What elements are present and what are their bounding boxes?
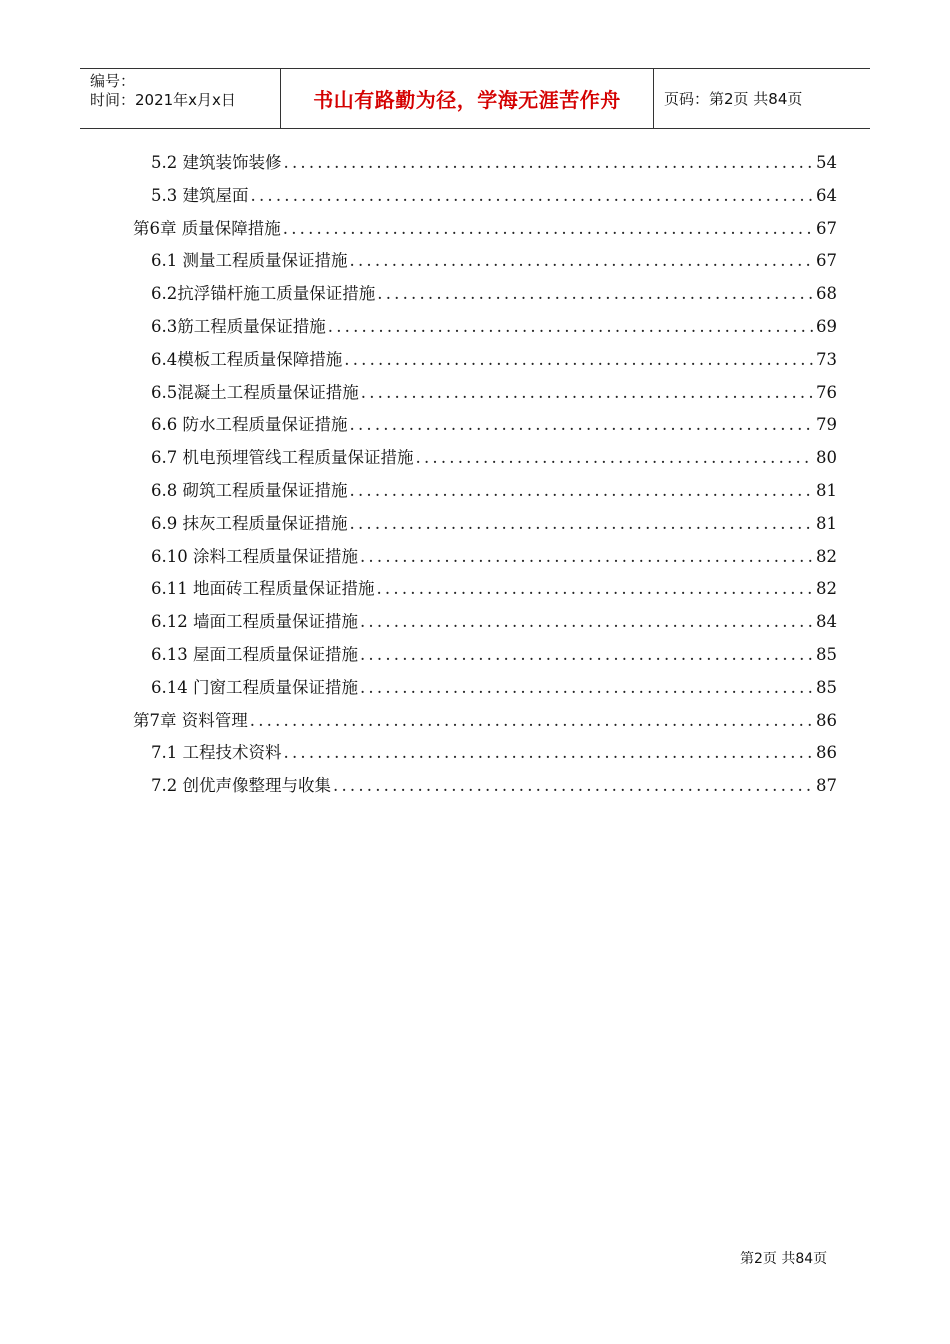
time-label: 时间：2021年x月x日 [90, 91, 236, 109]
toc-entry[interactable] [133, 445, 837, 478]
toc-entry[interactable] [133, 675, 837, 708]
toc-entry-title: 7.1 工程技术资料 [151, 743, 282, 763]
toc-entry-page: 87 [816, 776, 837, 796]
toc-entry[interactable] [133, 281, 837, 314]
toc-entry-page: 69 [816, 316, 837, 336]
toc-entry[interactable] [133, 642, 837, 675]
toc-entry-title: 6.4模板工程质量保障措施 [151, 349, 343, 369]
toc-leader-dots [377, 281, 814, 307]
toc-leader-dots [360, 642, 814, 668]
toc-leader-dots [360, 675, 814, 701]
page-header [80, 68, 870, 129]
toc-entry[interactable] [133, 773, 837, 806]
toc-leader-dots [376, 576, 814, 602]
toc-entry-title: 6.7 机电预埋管线工程质量保证措施 [151, 448, 414, 468]
toc-entry-title: 6.1 测量工程质量保证措施 [151, 251, 348, 271]
toc-entry-page: 84 [816, 612, 837, 632]
toc-entry-page: 54 [816, 153, 837, 172]
toc-entry-title: 6.11 地面砖工程质量保证措施 [151, 579, 375, 599]
toc-entry[interactable] [133, 347, 837, 380]
toc-entry-page: 73 [816, 349, 837, 369]
toc-entry[interactable] [133, 216, 837, 249]
toc-entry-page: 76 [816, 382, 837, 402]
toc-entry-title: 6.10 涂料工程质量保证措施 [151, 546, 358, 566]
toc-entry[interactable] [133, 412, 837, 445]
toc-leader-dots [361, 380, 814, 406]
header-motto: 书山有路勤为径，学海无涯苦作舟 [281, 69, 654, 128]
toc-leader-dots [251, 183, 815, 209]
toc-entry-page: 79 [816, 415, 837, 435]
toc-entry-page: 68 [816, 284, 837, 304]
toc-entry-page: 81 [816, 513, 837, 533]
toc-entry[interactable] [133, 314, 837, 347]
header-page-code: 页码：第2页 共84页 [664, 90, 803, 108]
toc-leader-dots [284, 740, 815, 766]
toc-leader-dots [328, 314, 814, 340]
toc-leader-dots [360, 609, 814, 635]
toc-entry-title: 6.5混凝土工程质量保证措施 [151, 382, 359, 402]
toc-entry-title: 6.6 防水工程质量保证措施 [151, 415, 348, 435]
table-of-contents [133, 150, 837, 806]
toc-entry[interactable] [133, 576, 837, 609]
toc-entry-page: 86 [816, 710, 837, 730]
toc-leader-dots [350, 478, 815, 504]
serial-label: 编号： [90, 72, 136, 90]
toc-entry-title: 6.8 砌筑工程质量保证措施 [151, 480, 348, 500]
toc-leader-dots [350, 511, 815, 537]
toc-entry-title: 第7章 资料管理 [133, 710, 248, 730]
toc-entry[interactable] [133, 544, 837, 577]
header-meta [80, 69, 281, 128]
toc-leader-dots [350, 248, 815, 274]
toc-entry-title: 6.3筋工程质量保证措施 [151, 316, 326, 336]
toc-entry-title: 6.12 墙面工程质量保证措施 [151, 612, 358, 632]
toc-entry[interactable] [133, 511, 837, 544]
toc-entry[interactable] [133, 183, 837, 216]
toc-leader-dots [284, 150, 815, 176]
toc-entry-page: 82 [816, 546, 837, 566]
page-footer: 第2页 共84页 [740, 1251, 828, 1267]
toc-entry[interactable] [133, 740, 837, 773]
toc-entry[interactable] [133, 708, 837, 741]
toc-entry[interactable] [133, 150, 837, 183]
toc-entry-title: 6.14 门窗工程质量保证措施 [151, 677, 358, 697]
toc-entry-title: 5.3 建筑屋面 [151, 185, 249, 205]
toc-leader-dots [416, 445, 815, 471]
toc-entry-page: 81 [816, 480, 837, 500]
toc-entry-title: 5.2 建筑装饰装修 [151, 153, 282, 172]
toc-entry-page: 82 [816, 579, 837, 599]
toc-leader-dots [333, 773, 814, 799]
toc-entry[interactable] [133, 609, 837, 642]
toc-entry[interactable] [133, 248, 837, 281]
toc-entry-page: 67 [816, 218, 837, 238]
toc-entry-page: 86 [816, 743, 837, 763]
toc-entry-title: 6.2抗浮锚杆施工质量保证措施 [151, 284, 376, 304]
toc-entry-page: 80 [816, 448, 837, 468]
toc-entry[interactable] [133, 478, 837, 511]
toc-leader-dots [360, 544, 814, 570]
toc-entry-title: 第6章 质量保障措施 [133, 218, 281, 238]
toc-entry-page: 64 [816, 185, 837, 205]
toc-leader-dots [250, 708, 814, 734]
toc-leader-dots [344, 347, 814, 373]
toc-entry-title: 6.9 抹灰工程质量保证措施 [151, 513, 348, 533]
toc-entry[interactable] [133, 380, 837, 413]
toc-entry-page: 85 [816, 677, 837, 697]
toc-entry-title: 6.13 屋面工程质量保证措施 [151, 644, 358, 664]
toc-entry-page: 85 [816, 644, 837, 664]
toc-leader-dots [350, 412, 815, 438]
toc-entry-title: 7.2 创优声像整理与收集 [151, 776, 331, 796]
toc-entry-page: 67 [816, 251, 837, 271]
toc-leader-dots [283, 216, 814, 242]
